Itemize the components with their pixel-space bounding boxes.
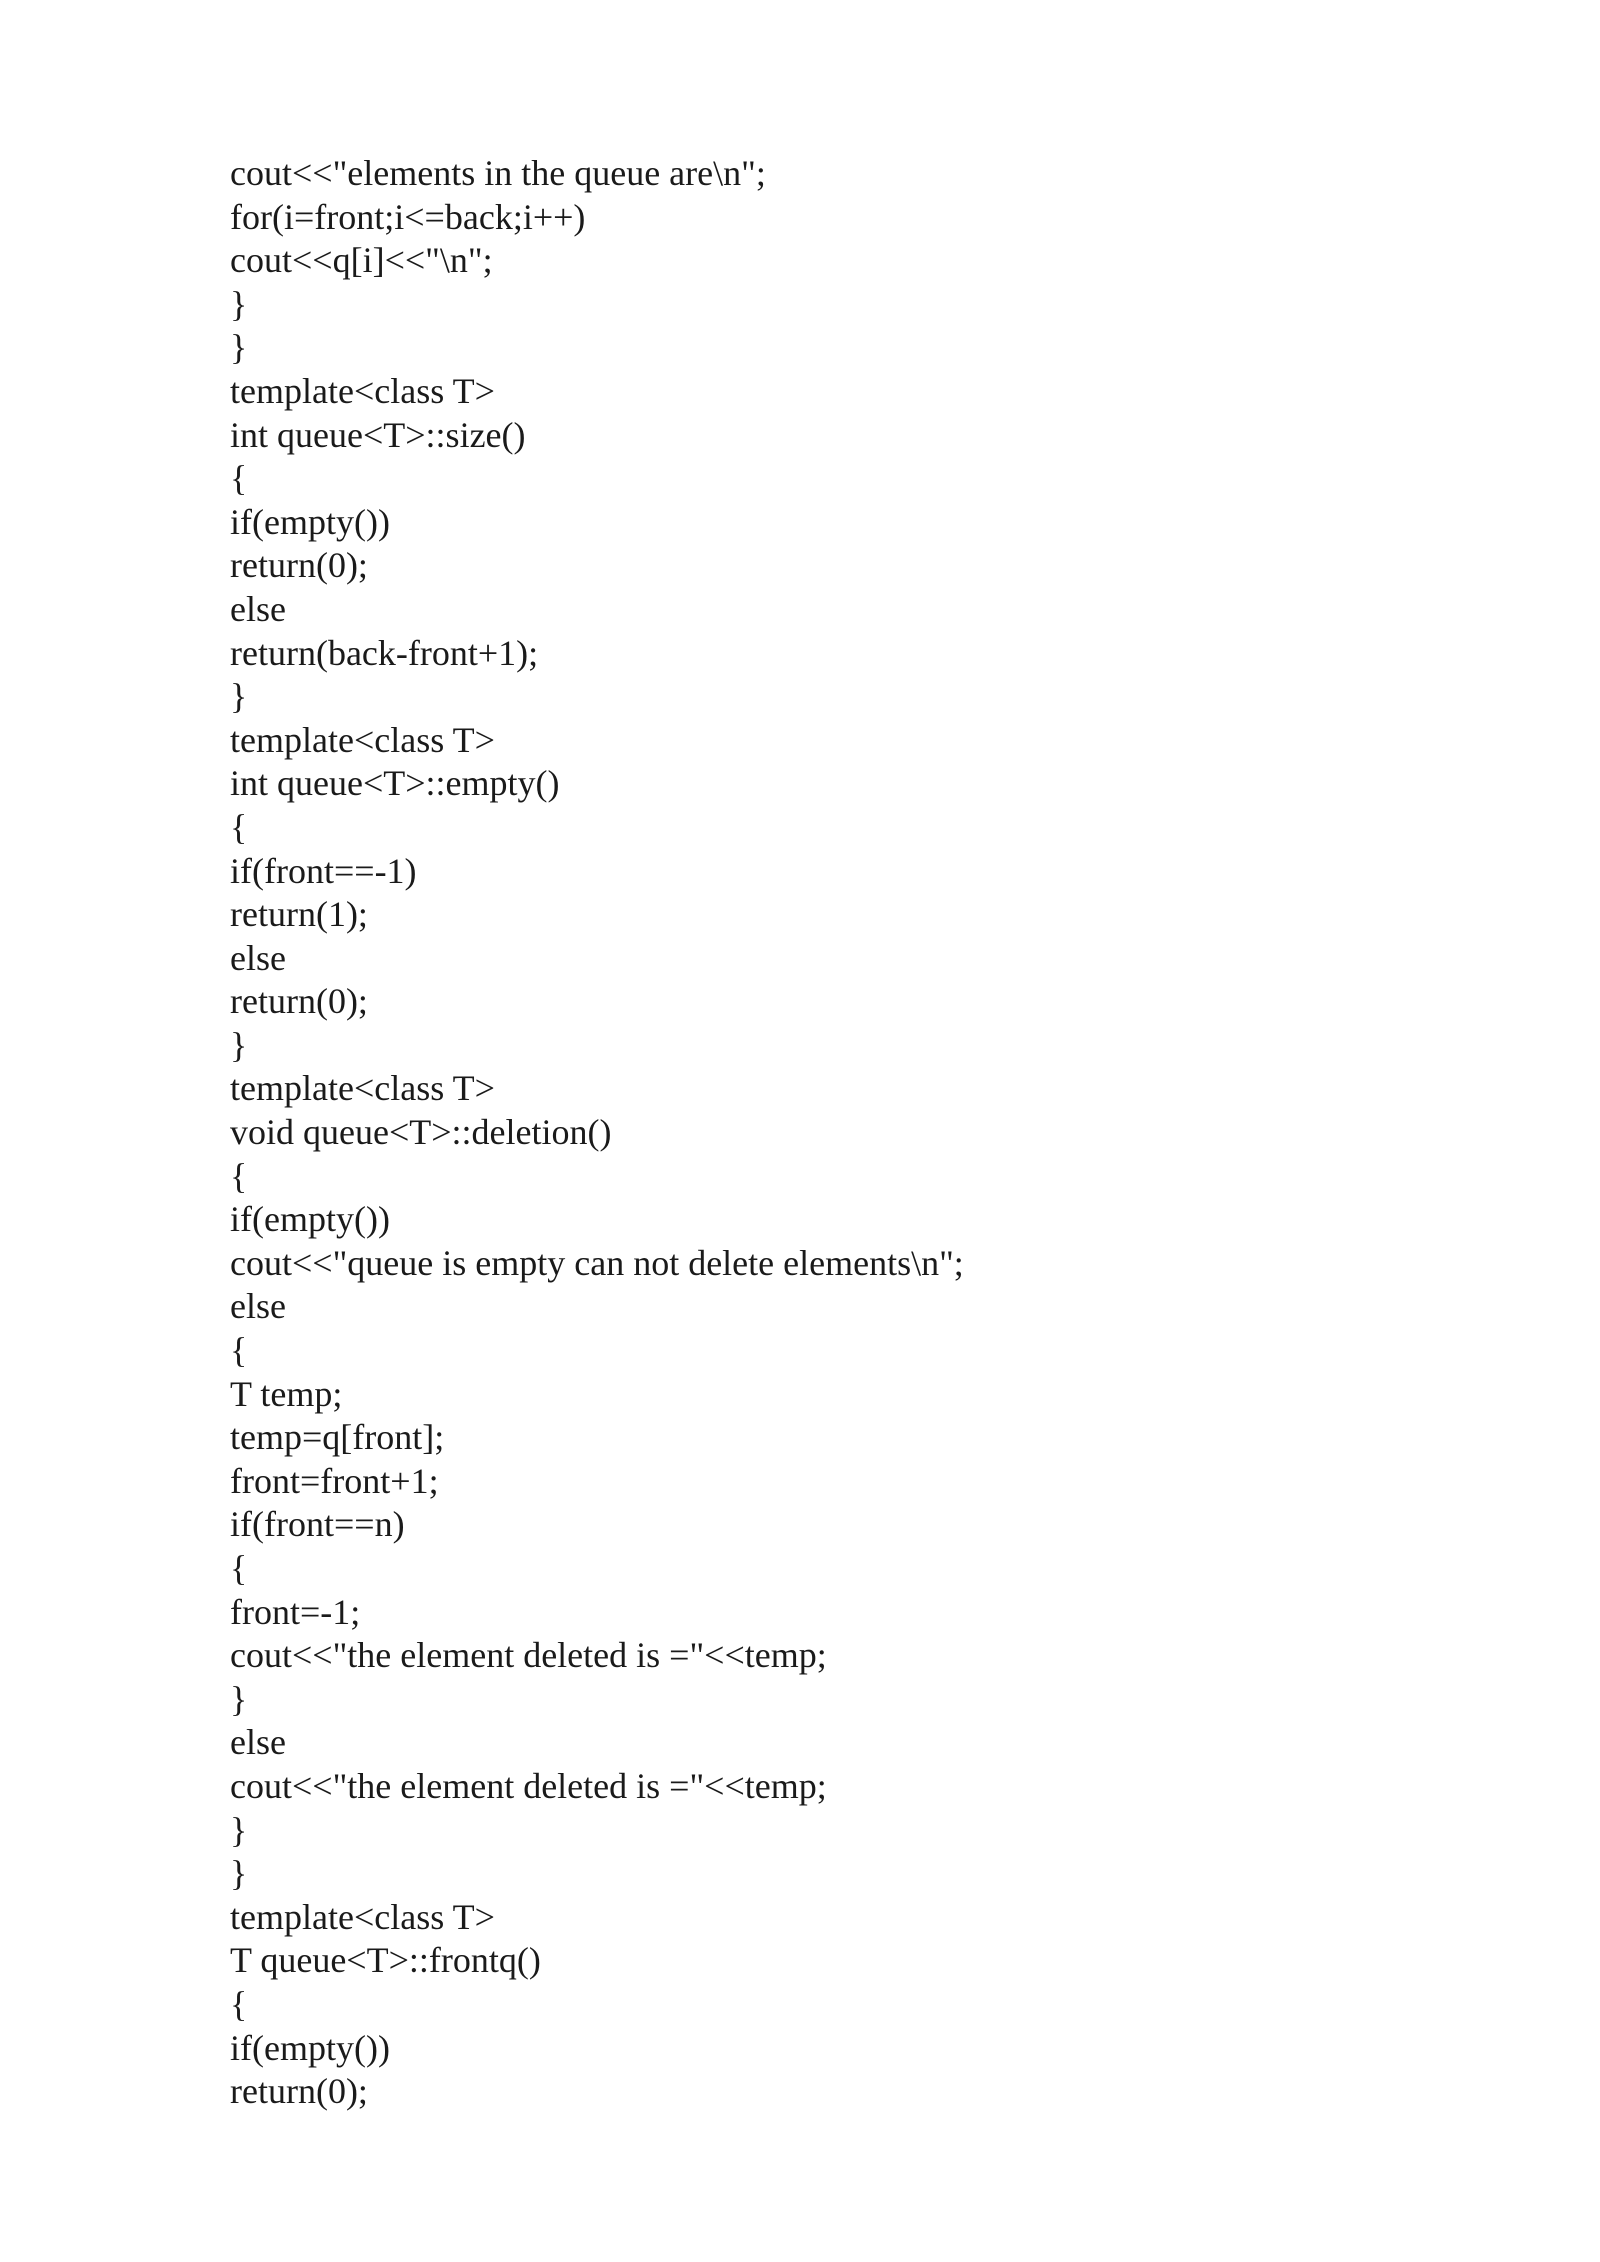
code-line: cout<<"queue is empty can not delete elements\n"; bbox=[230, 1242, 964, 1283]
code-line: front=-1; bbox=[230, 1591, 361, 1632]
code-line: { bbox=[230, 1155, 248, 1196]
code-line: return(1); bbox=[230, 894, 368, 935]
code-line: T queue<T>::frontq() bbox=[230, 1940, 541, 1981]
code-line: if(front==-1) bbox=[230, 850, 417, 891]
code-line: template<class T> bbox=[230, 1896, 495, 1937]
code-line: } bbox=[230, 676, 248, 717]
code-line: template<class T> bbox=[230, 370, 495, 411]
code-line: { bbox=[230, 1548, 248, 1588]
code-line: template<class T> bbox=[230, 1068, 495, 1109]
code-line: else bbox=[230, 1286, 286, 1327]
code-line: } bbox=[230, 1024, 248, 1065]
code-line: int queue<T>::size() bbox=[230, 414, 526, 455]
code-line: int queue<T>::empty() bbox=[230, 763, 560, 804]
code-line: else bbox=[230, 1722, 286, 1763]
code-line: void queue<T>::deletion() bbox=[230, 1112, 612, 1153]
code-line: if(empty()) bbox=[230, 501, 390, 542]
code-line: } bbox=[230, 1678, 248, 1719]
code-line: else bbox=[230, 937, 286, 978]
code-line: { bbox=[230, 806, 248, 847]
code-line: return(0); bbox=[230, 2071, 368, 2112]
code-line: return(back-front+1); bbox=[230, 632, 539, 673]
code-line: if(empty()) bbox=[230, 2027, 390, 2068]
code-line: cout<<"the element deleted is ="<<temp; bbox=[230, 1765, 827, 1806]
code-line: T temp; bbox=[230, 1373, 343, 1414]
code-line: return(0); bbox=[230, 545, 368, 586]
code-line: } bbox=[230, 327, 248, 368]
code-line: else bbox=[230, 588, 286, 629]
code-line: cout<<q[i]<<"\n"; bbox=[230, 240, 493, 281]
code-line: return(0); bbox=[230, 981, 368, 1022]
code-line: } bbox=[230, 283, 248, 324]
code-line: if(front==n) bbox=[230, 1504, 405, 1545]
code-listing bbox=[230, 152, 964, 2114]
code-line: { bbox=[230, 458, 248, 499]
code-line: front=front+1; bbox=[230, 1460, 439, 1501]
code-line: } bbox=[230, 1853, 248, 1894]
code-line: { bbox=[230, 1330, 248, 1371]
code-line: for(i=front;i<=back;i++) bbox=[230, 196, 586, 237]
code-line: if(empty()) bbox=[230, 1199, 390, 1240]
code-line: temp=q[front]; bbox=[230, 1417, 445, 1458]
code-line: cout<<"the element deleted is ="<<temp; bbox=[230, 1635, 827, 1676]
code-line: template<class T> bbox=[230, 719, 495, 760]
code-line: cout<<"elements in the queue are\n"; bbox=[230, 153, 766, 193]
code-line: { bbox=[230, 1983, 248, 2024]
code-line: } bbox=[230, 1809, 248, 1850]
